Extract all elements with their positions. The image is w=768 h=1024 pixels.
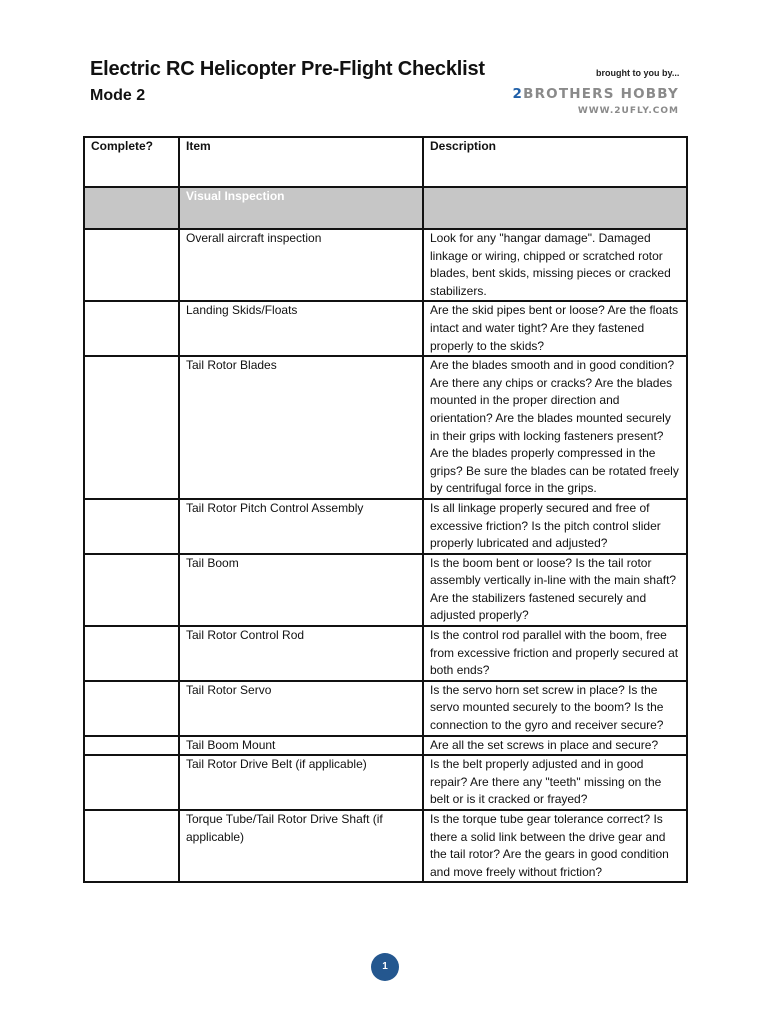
item-cell: Overall aircraft inspection (179, 229, 423, 301)
section-complete-cell (84, 187, 179, 229)
item-cell: Tail Rotor Blades (179, 356, 423, 499)
description-cell: Are the skid pipes bent or loose? Are the floats intact and water tight? Are they fastened properly to the skids? (423, 301, 687, 356)
document-subtitle: Mode 2 (90, 87, 146, 104)
item-cell: Landing Skids/Floats (179, 301, 423, 356)
header-item: Item (179, 137, 423, 187)
item-cell: Tail Rotor Control Rod (179, 626, 423, 681)
item-cell: Tail Boom Mount (179, 736, 423, 756)
complete-checkbox-cell[interactable] (84, 810, 179, 882)
header-description: Description (423, 137, 687, 187)
page-number-badge: 1 (371, 953, 399, 981)
table-header-row (84, 137, 687, 187)
brought-by-text: brought to you by... (596, 68, 680, 78)
item-cell: Torque Tube/Tail Rotor Drive Shaft (if applicable) (179, 810, 423, 882)
description-cell: Is the servo horn set screw in place? Is the servo mounted securely to the boom? Is the connection to the gyro and receiver secure? (423, 681, 687, 736)
section-row (84, 187, 687, 229)
brand-website: WWW.2UFLY.COM (577, 106, 679, 116)
complete-checkbox-cell[interactable] (84, 554, 179, 626)
description-cell: Is the control rod parallel with the boom, free from excessive friction and properly secured at both ends? (423, 626, 687, 681)
complete-checkbox-cell[interactable] (84, 755, 179, 810)
item-cell: Tail Rotor Pitch Control Assembly (179, 499, 423, 554)
brand-logo (493, 86, 679, 102)
table-row (84, 810, 687, 882)
checklist-table (83, 136, 688, 883)
document-title: Electric RC Helicopter Pre-Flight Checklist (90, 58, 485, 80)
table-row (84, 301, 687, 356)
description-cell: Is all linkage properly secured and free of excessive friction? Is the pitch control slider properly lubricated and adjusted? (423, 499, 687, 554)
description-cell: Is the boom bent or loose? Is the tail rotor assembly vertically in-line with the main shaft? Are the stabilizers fastened securely and adjusted properly? (423, 554, 687, 626)
description-cell: Look for any "hangar damage". Damaged linkage or wiring, chipped or scratched rotor blades, bent skids, missing pieces or cracked stabilizers. (423, 229, 687, 301)
complete-checkbox-cell[interactable] (84, 499, 179, 554)
table-row (84, 554, 687, 626)
description-cell: Is the belt properly adjusted and in good repair? Are there any "teeth" missing on the belt or is it cracked or frayed? (423, 755, 687, 810)
complete-checkbox-cell[interactable] (84, 681, 179, 736)
section-description-cell (423, 187, 687, 229)
complete-checkbox-cell[interactable] (84, 301, 179, 356)
table-row (84, 229, 687, 301)
table-row (84, 356, 687, 499)
item-cell: Tail Rotor Drive Belt (if applicable) (179, 755, 423, 810)
description-cell: Are all the set screws in place and secure? (423, 736, 687, 756)
item-cell: Tail Rotor Servo (179, 681, 423, 736)
item-cell: Tail Boom (179, 554, 423, 626)
header-complete: Complete? (84, 137, 179, 187)
table-row (84, 681, 687, 736)
brand-logo-number: 2 (512, 86, 524, 102)
table-row (84, 736, 687, 756)
section-title: Visual Inspection (179, 187, 423, 229)
complete-checkbox-cell[interactable] (84, 626, 179, 681)
table-row (84, 626, 687, 681)
complete-checkbox-cell[interactable] (84, 356, 179, 499)
description-cell: Is the torque tube gear tolerance correct? Is there a solid link between the drive gear and the tail rotor? Are the gears in good condition and move freely without friction? (423, 810, 687, 882)
table-row (84, 499, 687, 554)
complete-checkbox-cell[interactable] (84, 736, 179, 756)
description-cell: Are the blades smooth and in good condition? Are there any chips or cracks? Are the blades mounted in the proper direction and orientation? Are the blades mounted securely in their grips with locking fasteners present? Are the blades properly compressed in the grips? Be sure the blades can be rotated freely by centrifugal force in the grips. (423, 356, 687, 499)
table-row (84, 755, 687, 810)
complete-checkbox-cell[interactable] (84, 229, 179, 301)
brand-logo-name: BROTHERS HOBBY (523, 86, 679, 102)
